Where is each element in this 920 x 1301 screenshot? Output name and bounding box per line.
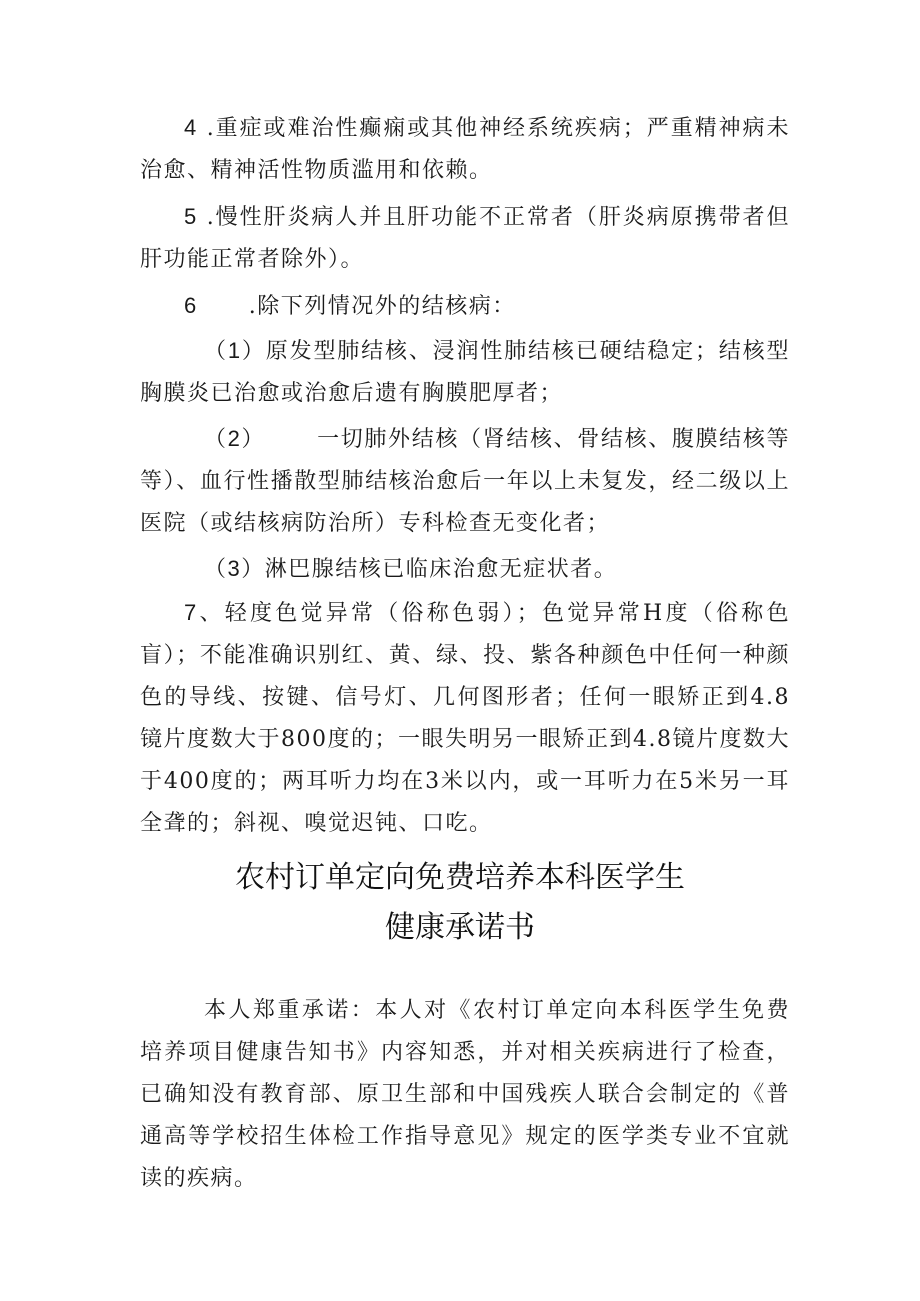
title-line-1: 农村订单定向免费培养本科医学生 xyxy=(235,861,685,894)
item-6-number: 6 xyxy=(184,293,198,318)
pledge-text: 本人郑重承诺：本人对《农村订单定向本科医学生免费培养项目健康告知书》内容知悉，并对相关疾病进行了检查，已确知没有教育部、原卫生部和中国残疾人联合会制定的《普通高等学校招生体检工作指导意见》规定的医学类专业不宜就读的疾病。 xyxy=(140,998,790,1191)
item-6-paragraph xyxy=(140,285,790,328)
sub-item-2-paragraph xyxy=(140,418,790,545)
sub-item-3-text: 淋巴腺结核已临床治愈无症状者。 xyxy=(264,557,618,582)
sub-item-1-number: （1） xyxy=(204,338,266,363)
item-6-text: .除下列情况外的结核病： xyxy=(197,294,516,319)
sub-item-2-number: （2） xyxy=(204,426,266,451)
title-line-2: 健康承诺书 xyxy=(385,911,535,944)
pledge-paragraph xyxy=(140,990,790,1200)
item-7-text: 、轻度色觉异常（俗称色弱）；色觉异常H度（俗称色盲）；不能准确识别红、黄、绿、投、紫各种颜色中任何一种颜色的导线、按键、信号灯、几何图形者；任何一眼矫正到4.8镜片度数大于800度的；一眼失明另一眼矫正到4.8镜片度数大于400度的；两耳听力均在3米以内，或一耳听力在5米另一耳全聋的；斜视、嗅觉迟钝、口吃。 xyxy=(140,601,790,836)
item-4-paragraph xyxy=(140,107,790,192)
item-7-number: 7 xyxy=(184,600,198,625)
item-5-text: .慢性肝炎病人并且肝功能不正常者（肝炎病原携带者但肝功能正常者除外）。 xyxy=(140,205,790,272)
sub-item-3-number: （3） xyxy=(204,556,265,581)
sub-item-1-paragraph xyxy=(140,330,790,415)
sub-item-2-text: 一切肺外结核（肾结核、骨结核、腹膜结核等等）、血行性播散型肺结核治愈后一年以上未复发，经二级以上医院（或结核病防治所）专科检查无变化者； xyxy=(140,427,790,536)
item-5-number: 5 xyxy=(184,204,198,229)
item-4-text: .重症或难治性癫痫或其他神经系统疾病；严重精神病未治愈、精神活性物质滥用和依赖。 xyxy=(140,116,790,183)
item-4-number: 4 xyxy=(184,115,198,140)
item-5-paragraph xyxy=(140,196,790,281)
item-7-paragraph xyxy=(140,592,790,845)
sub-item-3-paragraph xyxy=(140,548,790,591)
sub-item-1-text: 原发型肺结核、浸润性肺结核已硬结稳定；结核型胸膜炎已治愈或治愈后遗有胸膜肥厚者； xyxy=(140,339,790,406)
